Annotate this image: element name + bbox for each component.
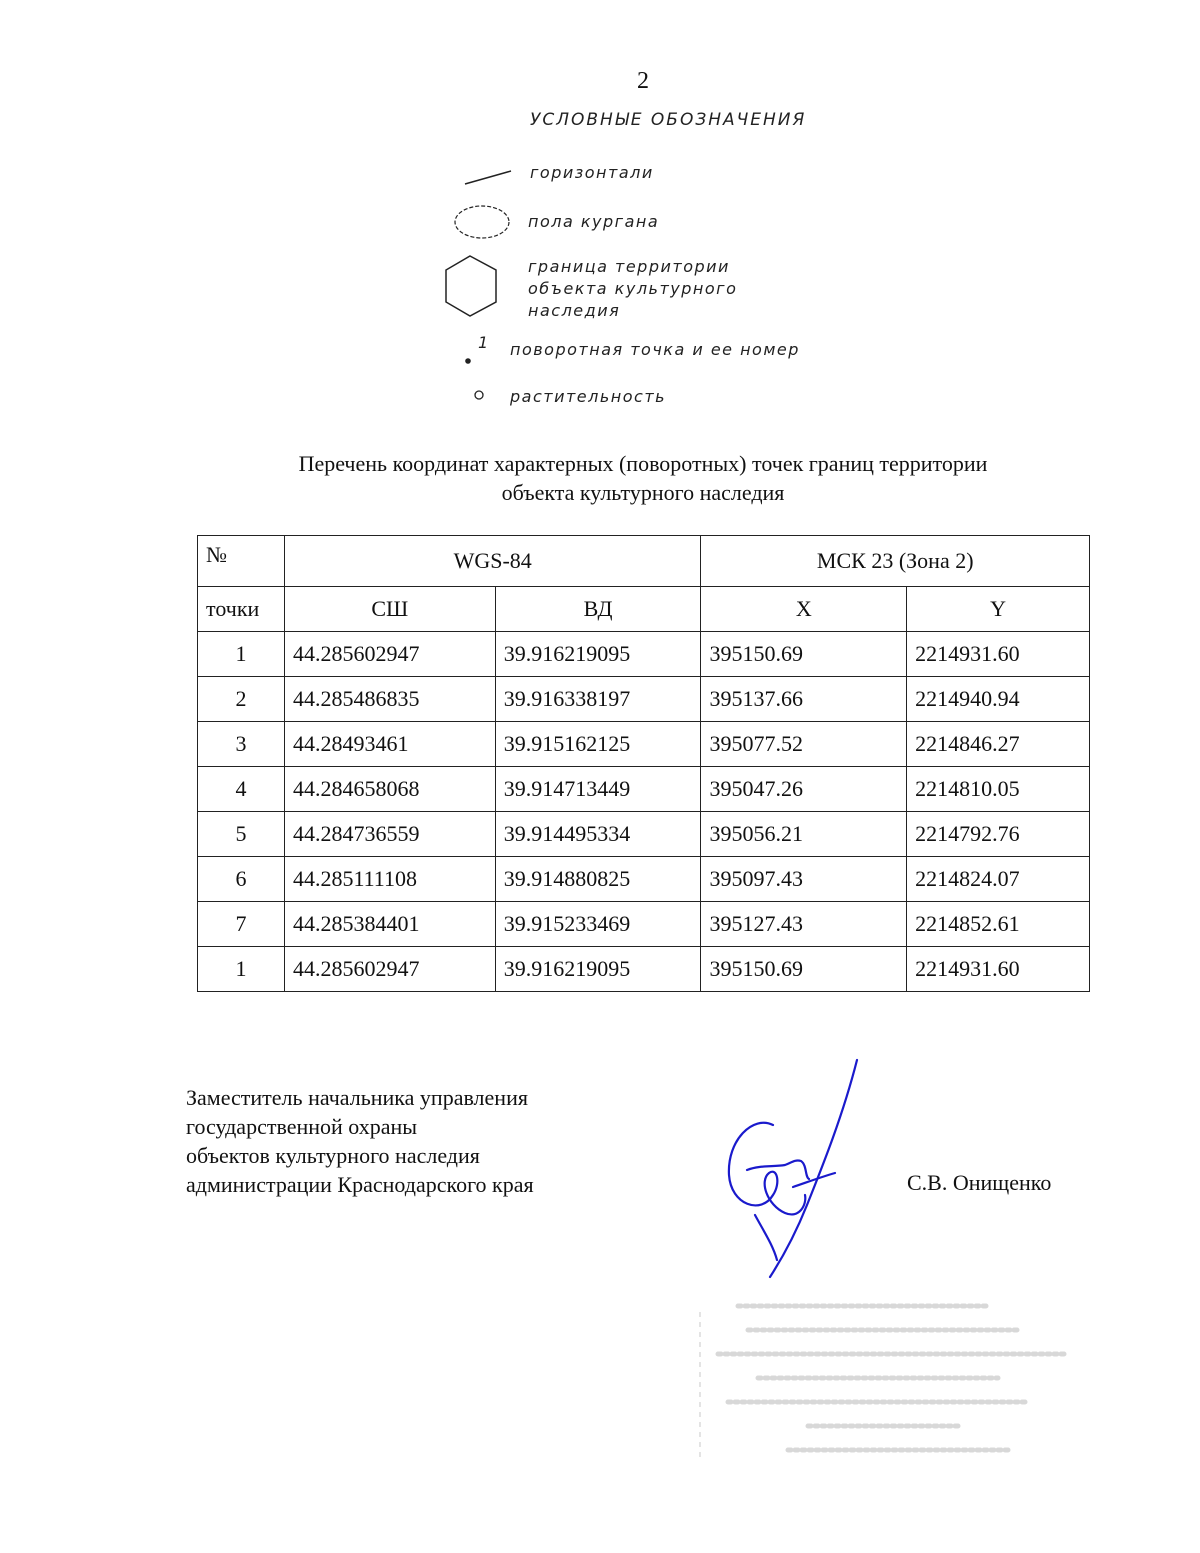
table-row: [198, 812, 1090, 857]
header-msk23: МСК 23 (Зона 2): [701, 536, 1090, 587]
latitude-cell: 44.285486835: [284, 677, 495, 722]
header-wgs84: WGS-84: [284, 536, 701, 587]
legend-boundary-line-2: объекта культурного: [528, 279, 738, 298]
longitude-cell: 39.915233469: [495, 902, 701, 947]
contour-line-icon: [465, 171, 511, 184]
legend-item-vegetation-label: растительность: [510, 387, 667, 406]
point-number-cell: 5: [198, 812, 285, 857]
legend-boundary-line-3: наследия: [528, 301, 621, 320]
latitude-cell: 44.284736559: [284, 812, 495, 857]
legend-item-boundary-label: [528, 256, 737, 322]
faded-stamp: [698, 1292, 1078, 1477]
header-point: точки: [198, 587, 285, 632]
legend-title: УСЛОВНЫЕ ОБОЗНАЧЕНИЯ: [530, 110, 807, 130]
x-coordinate-cell: 395150.69: [701, 632, 907, 677]
x-coordinate-cell: 395077.52: [701, 722, 907, 767]
latitude-cell: 44.285602947: [284, 947, 495, 992]
x-coordinate-cell: 395137.66: [701, 677, 907, 722]
turning-point-icon: [465, 358, 471, 364]
handwritten-signature: [715, 1055, 875, 1285]
point-number-cell: 1: [198, 632, 285, 677]
table-header-row-2: [198, 587, 1090, 632]
table-header-row-1: [198, 536, 1090, 587]
legend-item-mound-label: пола кургана: [528, 212, 660, 231]
page-number: 2: [637, 68, 649, 94]
turning-point-marker-number: 1: [478, 333, 490, 352]
territory-boundary-hexagon-icon: [446, 256, 496, 316]
header-x: X: [701, 587, 907, 632]
signer-position-line-3: объектов культурного наследия: [186, 1143, 480, 1168]
longitude-cell: 39.916219095: [495, 947, 701, 992]
latitude-cell: 44.284658068: [284, 767, 495, 812]
x-coordinate-cell: 395056.21: [701, 812, 907, 857]
latitude-cell: 44.285602947: [284, 632, 495, 677]
header-y: Y: [907, 587, 1090, 632]
table-row: [198, 857, 1090, 902]
header-number-sign: №: [198, 536, 285, 587]
coordinates-table-body: [198, 632, 1090, 992]
header-longitude: ВД: [495, 587, 701, 632]
point-number-cell: 3: [198, 722, 285, 767]
coordinates-list-title: [196, 449, 1090, 507]
list-title-line-1: Перечень координат характерных (поворотных) точек границ территории: [298, 451, 988, 476]
latitude-cell: 44.285111108: [284, 857, 495, 902]
signer-position-line-4: администрации Краснодарского края: [186, 1172, 534, 1197]
table-row: [198, 902, 1090, 947]
longitude-cell: 39.914880825: [495, 857, 701, 902]
y-coordinate-cell: 2214852.61: [907, 902, 1090, 947]
y-coordinate-cell: 2214931.60: [907, 632, 1090, 677]
legend-item-contour-label: горизонтали: [530, 163, 654, 182]
longitude-cell: 39.916338197: [495, 677, 701, 722]
coordinates-table: [197, 535, 1090, 992]
table-row: [198, 722, 1090, 767]
signer-position-line-2: государственной охраны: [186, 1114, 418, 1139]
signer-position: [186, 1083, 534, 1199]
list-title-line-2: объекта культурного наследия: [501, 480, 785, 505]
latitude-cell: 44.28493461: [284, 722, 495, 767]
y-coordinate-cell: 2214824.07: [907, 857, 1090, 902]
table-row: [198, 947, 1090, 992]
signer-position-line-1: Заместитель начальника управления: [186, 1085, 528, 1110]
point-number-cell: 7: [198, 902, 285, 947]
longitude-cell: 39.914495334: [495, 812, 701, 857]
header-latitude: СШ: [284, 587, 495, 632]
longitude-cell: 39.916219095: [495, 632, 701, 677]
longitude-cell: 39.915162125: [495, 722, 701, 767]
table-row: [198, 767, 1090, 812]
point-number-cell: 6: [198, 857, 285, 902]
y-coordinate-cell: 2214940.94: [907, 677, 1090, 722]
y-coordinate-cell: 2214931.60: [907, 947, 1090, 992]
y-coordinate-cell: 2214792.76: [907, 812, 1090, 857]
x-coordinate-cell: 395097.43: [701, 857, 907, 902]
point-number-cell: 1: [198, 947, 285, 992]
legend-item-turning-point-label: поворотная точка и ее номер: [510, 340, 800, 359]
latitude-cell: 44.285384401: [284, 902, 495, 947]
legend-boundary-line-1: граница территории: [528, 257, 730, 276]
x-coordinate-cell: 395047.26: [701, 767, 907, 812]
point-number-cell: 2: [198, 677, 285, 722]
signer-name: С.В. Онищенко: [907, 1170, 1052, 1195]
y-coordinate-cell: 2214810.05: [907, 767, 1090, 812]
x-coordinate-cell: 395150.69: [701, 947, 907, 992]
x-coordinate-cell: 395127.43: [701, 902, 907, 947]
point-number-cell: 4: [198, 767, 285, 812]
table-row: [198, 677, 1090, 722]
longitude-cell: 39.914713449: [495, 767, 701, 812]
table-row: [198, 632, 1090, 677]
y-coordinate-cell: 2214846.27: [907, 722, 1090, 767]
mound-floor-ellipse-icon: [455, 206, 509, 238]
vegetation-circle-icon: [475, 391, 483, 399]
